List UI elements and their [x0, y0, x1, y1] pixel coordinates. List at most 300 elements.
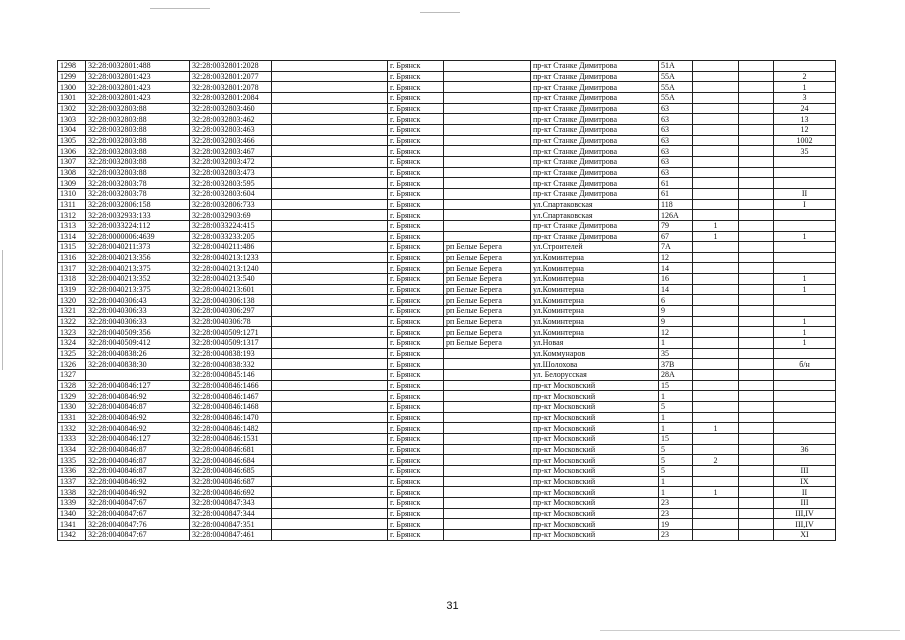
blank-cell-cell [272, 210, 388, 221]
city-cell: г. Брянск [388, 529, 444, 540]
city-cell: г. Брянск [388, 295, 444, 306]
blank-cell-cell [272, 316, 388, 327]
blank-cell-cell [272, 412, 388, 423]
building-number-cell [693, 135, 739, 146]
blank-cell-cell [272, 508, 388, 519]
house-number-cell: 61 [659, 188, 693, 199]
settlement-cell: рп Белые Берега [444, 252, 531, 263]
house-number-cell: 35 [659, 348, 693, 359]
table-row [58, 252, 836, 263]
street-cell: ул.Шолохова [531, 359, 659, 370]
table-row [58, 465, 836, 476]
table-row [58, 146, 836, 157]
extra-cell-cell [739, 92, 774, 103]
street-cell: пр-кт Станке Димитрова [531, 188, 659, 199]
street-cell: ул.Строителей [531, 242, 659, 253]
house-number-cell: 55А [659, 82, 693, 93]
blank-cell-cell [272, 327, 388, 338]
apartment-number-cell: 12 [774, 124, 836, 135]
street-cell: пр-кт Московский [531, 433, 659, 444]
apartment-number-cell [774, 61, 836, 72]
building-number-cell [693, 497, 739, 508]
blank-cell-cell [272, 380, 388, 391]
apartment-number-cell: III [774, 465, 836, 476]
apartment-number-cell [774, 370, 836, 381]
blank-cell-cell [272, 487, 388, 498]
house-number-cell: 12 [659, 327, 693, 338]
row-number-cell: 1338 [58, 487, 86, 498]
object-cadastral-number-cell: 32:28:0040847:343 [190, 497, 272, 508]
city-cell: г. Брянск [388, 497, 444, 508]
extra-cell-cell [739, 103, 774, 114]
table-row [58, 103, 836, 114]
apartment-number-cell: I [774, 199, 836, 210]
parcel-cadastral-number-cell: 32:28:0040846:87 [86, 455, 190, 466]
blank-cell-cell [272, 306, 388, 317]
house-number-cell: 1 [659, 423, 693, 434]
city-cell: г. Брянск [388, 103, 444, 114]
object-cadastral-number-cell: 32:28:0032803:595 [190, 178, 272, 189]
house-number-cell: 14 [659, 284, 693, 295]
parcel-cadastral-number-cell: 32:28:0040846:87 [86, 444, 190, 455]
table-row [58, 402, 836, 413]
building-number-cell [693, 359, 739, 370]
apartment-number-cell: XI [774, 529, 836, 540]
street-cell: пр-кт Станке Димитрова [531, 178, 659, 189]
blank-cell-cell [272, 156, 388, 167]
parcel-cadastral-number-cell: 32:28:0040846:92 [86, 391, 190, 402]
row-number-cell: 1298 [58, 61, 86, 72]
table-row [58, 348, 836, 359]
house-number-cell: 23 [659, 529, 693, 540]
object-cadastral-number-cell: 32:28:0040846:681 [190, 444, 272, 455]
city-cell: г. Брянск [388, 423, 444, 434]
extra-cell-cell [739, 348, 774, 359]
city-cell: г. Брянск [388, 476, 444, 487]
apartment-number-cell: 1 [774, 327, 836, 338]
apartment-number-cell: 1 [774, 231, 836, 242]
city-cell: г. Брянск [388, 433, 444, 444]
city-cell: г. Брянск [388, 348, 444, 359]
street-cell: пр-кт Станке Димитрова [531, 92, 659, 103]
apartment-number-cell [774, 210, 836, 221]
table-row [58, 92, 836, 103]
row-number-cell: 1315 [58, 242, 86, 253]
settlement-cell [444, 465, 531, 476]
city-cell: г. Брянск [388, 370, 444, 381]
object-cadastral-number-cell: 32:28:0040846:1466 [190, 380, 272, 391]
apartment-number-cell: IX [774, 476, 836, 487]
settlement-cell [444, 178, 531, 189]
table-row [58, 220, 836, 231]
object-cadastral-number-cell: 32:28:0040213:1240 [190, 263, 272, 274]
street-cell: ул.Коминтерна [531, 263, 659, 274]
house-number-cell: 67 [659, 231, 693, 242]
row-number-cell: 1323 [58, 327, 86, 338]
object-cadastral-number-cell: 32:28:0040846:1468 [190, 402, 272, 413]
object-cadastral-number-cell: 32:28:0040509:1271 [190, 327, 272, 338]
house-number-cell: 63 [659, 103, 693, 114]
object-cadastral-number-cell: 32:28:0040847:461 [190, 529, 272, 540]
parcel-cadastral-number-cell: 32:28:0040846:92 [86, 412, 190, 423]
parcel-cadastral-number-cell: 32:28:0040847:67 [86, 529, 190, 540]
extra-cell-cell [739, 476, 774, 487]
row-number-cell: 1324 [58, 338, 86, 349]
parcel-cadastral-number-cell: 32:28:0000006:4639 [86, 231, 190, 242]
building-number-cell: 1 [693, 231, 739, 242]
street-cell: пр-кт Станке Димитрова [531, 156, 659, 167]
object-cadastral-number-cell: 32:28:0040213:601 [190, 284, 272, 295]
row-number-cell: 1336 [58, 465, 86, 476]
settlement-cell [444, 433, 531, 444]
table-row [58, 412, 836, 423]
blank-cell-cell [272, 114, 388, 125]
city-cell: г. Брянск [388, 338, 444, 349]
blank-cell-cell [272, 497, 388, 508]
extra-cell-cell [739, 146, 774, 157]
settlement-cell [444, 167, 531, 178]
extra-cell-cell [739, 487, 774, 498]
settlement-cell: рп Белые Берега [444, 306, 531, 317]
settlement-cell: рп Белые Берега [444, 338, 531, 349]
table-row [58, 306, 836, 317]
parcel-cadastral-number-cell: 32:28:0040213:375 [86, 284, 190, 295]
blank-cell-cell [272, 529, 388, 540]
settlement-cell [444, 92, 531, 103]
table-row [58, 242, 836, 253]
row-number-cell: 1299 [58, 71, 86, 82]
extra-cell-cell [739, 359, 774, 370]
apartment-number-cell [774, 380, 836, 391]
apartment-number-cell [774, 295, 836, 306]
blank-cell-cell [272, 146, 388, 157]
building-number-cell [693, 519, 739, 530]
street-cell: пр-кт Станке Димитрова [531, 61, 659, 72]
city-cell: г. Брянск [388, 391, 444, 402]
object-cadastral-number-cell: 32:28:0040838:193 [190, 348, 272, 359]
street-cell: ул.Коминтерна [531, 316, 659, 327]
parcel-cadastral-number-cell: 32:28:0040846:127 [86, 380, 190, 391]
extra-cell-cell [739, 433, 774, 444]
table-row [58, 61, 836, 72]
city-cell: г. Брянск [388, 380, 444, 391]
building-number-cell [693, 412, 739, 423]
house-number-cell: 28А [659, 370, 693, 381]
building-number-cell [693, 124, 739, 135]
row-number-cell: 1329 [58, 391, 86, 402]
object-cadastral-number-cell: 32:28:0032801:2084 [190, 92, 272, 103]
city-cell: г. Брянск [388, 61, 444, 72]
blank-cell-cell [272, 199, 388, 210]
row-number-cell: 1326 [58, 359, 86, 370]
parcel-cadastral-number-cell: 32:28:0040838:30 [86, 359, 190, 370]
table-row [58, 156, 836, 167]
table-row [58, 338, 836, 349]
blank-cell-cell [272, 82, 388, 93]
settlement-cell [444, 391, 531, 402]
house-number-cell: 15 [659, 433, 693, 444]
parcel-cadastral-number-cell: 32:28:0040306:33 [86, 306, 190, 317]
apartment-number-cell [774, 402, 836, 413]
street-cell: ул.Коммунаров [531, 348, 659, 359]
house-number-cell: 14 [659, 263, 693, 274]
row-number-cell: 1312 [58, 210, 86, 221]
building-number-cell: 2 [693, 455, 739, 466]
object-cadastral-number-cell: 32:28:0040306:138 [190, 295, 272, 306]
object-cadastral-number-cell: 32:28:0040847:344 [190, 508, 272, 519]
extra-cell-cell [739, 274, 774, 285]
object-cadastral-number-cell: 32:28:0040847:351 [190, 519, 272, 530]
blank-cell-cell [272, 370, 388, 381]
row-number-cell: 1335 [58, 455, 86, 466]
object-cadastral-number-cell: 32:28:0040846:692 [190, 487, 272, 498]
table-row [58, 135, 836, 146]
street-cell: пр-кт Московский [531, 529, 659, 540]
parcel-cadastral-number-cell: 32:28:0032803:88 [86, 124, 190, 135]
building-number-cell [693, 508, 739, 519]
street-cell: пр-кт Московский [531, 380, 659, 391]
table-row [58, 71, 836, 82]
apartment-number-cell [774, 348, 836, 359]
settlement-cell: рп Белые Берега [444, 295, 531, 306]
house-number-cell: 63 [659, 167, 693, 178]
table-row [58, 476, 836, 487]
city-cell: г. Брянск [388, 220, 444, 231]
table-row [58, 391, 836, 402]
blank-cell-cell [272, 274, 388, 285]
parcel-cadastral-number-cell: 32:28:0040847:76 [86, 519, 190, 530]
extra-cell-cell [739, 316, 774, 327]
extra-cell-cell [739, 338, 774, 349]
row-number-cell: 1305 [58, 135, 86, 146]
city-cell: г. Брянск [388, 306, 444, 317]
building-number-cell [693, 92, 739, 103]
row-number-cell: 1313 [58, 220, 86, 231]
table-row [58, 359, 836, 370]
street-cell: пр-кт Московский [531, 497, 659, 508]
row-number-cell: 1308 [58, 167, 86, 178]
building-number-cell [693, 156, 739, 167]
parcel-cadastral-number-cell: 32:28:0033224:112 [86, 220, 190, 231]
city-cell: г. Брянск [388, 487, 444, 498]
building-number-cell [693, 178, 739, 189]
table-row [58, 178, 836, 189]
city-cell: г. Брянск [388, 242, 444, 253]
table-row [58, 284, 836, 295]
blank-cell-cell [272, 519, 388, 530]
building-number-cell [693, 274, 739, 285]
building-number-cell [693, 263, 739, 274]
settlement-cell [444, 497, 531, 508]
street-cell: пр-кт Московский [531, 412, 659, 423]
house-number-cell: 12 [659, 252, 693, 263]
house-number-cell: 55А [659, 71, 693, 82]
apartment-number-cell: 1 [774, 316, 836, 327]
object-cadastral-number-cell: 32:28:0040846:1531 [190, 433, 272, 444]
extra-cell-cell [739, 402, 774, 413]
parcel-cadastral-number-cell: 32:28:0040509:412 [86, 338, 190, 349]
street-cell: ул.Коминтерна [531, 252, 659, 263]
row-number-cell: 1320 [58, 295, 86, 306]
parcel-cadastral-number-cell: 32:28:0032803:88 [86, 167, 190, 178]
row-number-cell: 1318 [58, 274, 86, 285]
street-cell: пр-кт Московский [531, 465, 659, 476]
house-number-cell: 6 [659, 295, 693, 306]
object-cadastral-number-cell: 32:28:0040846:684 [190, 455, 272, 466]
house-number-cell: 19 [659, 519, 693, 530]
extra-cell-cell [739, 71, 774, 82]
table-row [58, 455, 836, 466]
street-cell: пр-кт Московский [531, 391, 659, 402]
settlement-cell [444, 508, 531, 519]
apartment-number-cell: 1 [774, 284, 836, 295]
blank-cell-cell [272, 231, 388, 242]
object-cadastral-number-cell: 32:28:0040306:297 [190, 306, 272, 317]
apartment-number-cell: II [774, 487, 836, 498]
settlement-cell: рп Белые Берега [444, 242, 531, 253]
settlement-cell [444, 220, 531, 231]
parcel-cadastral-number-cell: 32:28:0032801:488 [86, 61, 190, 72]
building-number-cell [693, 338, 739, 349]
street-cell: пр-кт Московский [531, 487, 659, 498]
table-row [58, 444, 836, 455]
parcel-cadastral-number-cell: 32:28:0032801:423 [86, 71, 190, 82]
city-cell: г. Брянск [388, 274, 444, 285]
house-number-cell: 23 [659, 497, 693, 508]
building-number-cell [693, 61, 739, 72]
page-number: 31 [446, 600, 459, 612]
city-cell: г. Брянск [388, 402, 444, 413]
settlement-cell [444, 529, 531, 540]
apartment-number-cell [774, 178, 836, 189]
blank-cell-cell [272, 465, 388, 476]
extra-cell-cell [739, 231, 774, 242]
apartment-number-cell [774, 423, 836, 434]
extra-cell-cell [739, 199, 774, 210]
extra-cell-cell [739, 465, 774, 476]
row-number-cell: 1334 [58, 444, 86, 455]
building-number-cell [693, 465, 739, 476]
parcel-cadastral-number-cell: 32:28:0040846:92 [86, 423, 190, 434]
apartment-number-cell [774, 412, 836, 423]
street-cell: пр-кт Станке Димитрова [531, 146, 659, 157]
table-row [58, 124, 836, 135]
street-cell: пр-кт Московский [531, 444, 659, 455]
building-number-cell: 1 [693, 220, 739, 231]
apartment-number-cell: III,IV [774, 508, 836, 519]
parcel-cadastral-number-cell: 32:28:0032803:78 [86, 188, 190, 199]
object-cadastral-number-cell: 32:28:0040213:1233 [190, 252, 272, 263]
building-number-cell [693, 146, 739, 157]
blank-cell-cell [272, 455, 388, 466]
blank-cell-cell [272, 252, 388, 263]
building-number-cell [693, 199, 739, 210]
house-number-cell: 37В [659, 359, 693, 370]
settlement-cell [444, 199, 531, 210]
street-cell: пр-кт Московский [531, 402, 659, 413]
extra-cell-cell [739, 519, 774, 530]
city-cell: г. Брянск [388, 135, 444, 146]
apartment-number-cell [774, 156, 836, 167]
blank-cell-cell [272, 188, 388, 199]
city-cell: г. Брянск [388, 412, 444, 423]
table-row [58, 82, 836, 93]
parcel-cadastral-number-cell: 32:28:0040838:26 [86, 348, 190, 359]
house-number-cell: 126А [659, 210, 693, 221]
row-number-cell: 1307 [58, 156, 86, 167]
settlement-cell [444, 114, 531, 125]
row-number-cell: 1332 [58, 423, 86, 434]
row-number-cell: 1316 [58, 252, 86, 263]
row-number-cell: 1337 [58, 476, 86, 487]
object-cadastral-number-cell: 32:28:0032803:462 [190, 114, 272, 125]
house-number-cell: 61 [659, 178, 693, 189]
city-cell: г. Брянск [388, 455, 444, 466]
apartment-number-cell: б/н [774, 359, 836, 370]
settlement-cell: рп Белые Берега [444, 263, 531, 274]
city-cell: г. Брянск [388, 156, 444, 167]
building-number-cell: 1 [693, 423, 739, 434]
apartment-number-cell [774, 252, 836, 263]
city-cell: г. Брянск [388, 465, 444, 476]
blank-cell-cell [272, 476, 388, 487]
apartment-number-cell [774, 455, 836, 466]
city-cell: г. Брянск [388, 92, 444, 103]
building-number-cell [693, 370, 739, 381]
settlement-cell: рп Белые Берега [444, 327, 531, 338]
row-number-cell: 1301 [58, 92, 86, 103]
blank-cell-cell [272, 444, 388, 455]
street-cell: ул.Спартаковская [531, 199, 659, 210]
house-number-cell: 5 [659, 402, 693, 413]
object-cadastral-number-cell: 32:28:0040845:146 [190, 370, 272, 381]
row-number-cell: 1341 [58, 519, 86, 530]
house-number-cell: 9 [659, 316, 693, 327]
object-cadastral-number-cell: 32:28:0032801:2078 [190, 82, 272, 93]
object-cadastral-number-cell: 32:28:0032801:2077 [190, 71, 272, 82]
street-cell: пр-кт Станке Димитрова [531, 167, 659, 178]
parcel-cadastral-number-cell: 32:28:0040847:67 [86, 497, 190, 508]
house-number-cell: 1 [659, 412, 693, 423]
row-number-cell: 1339 [58, 497, 86, 508]
row-number-cell: 1302 [58, 103, 86, 114]
apartment-number-cell [774, 433, 836, 444]
settlement-cell [444, 124, 531, 135]
extra-cell-cell [739, 508, 774, 519]
city-cell: г. Брянск [388, 252, 444, 263]
object-cadastral-number-cell: 32:28:0032803:466 [190, 135, 272, 146]
table-row [58, 423, 836, 434]
house-number-cell: 23 [659, 508, 693, 519]
building-number-cell [693, 284, 739, 295]
city-cell: г. Брянск [388, 359, 444, 370]
apartment-number-cell [774, 220, 836, 231]
settlement-cell [444, 487, 531, 498]
city-cell: г. Брянск [388, 114, 444, 125]
apartment-number-cell: III [774, 497, 836, 508]
street-cell: ул.Спартаковская [531, 210, 659, 221]
parcel-cadastral-number-cell: 32:28:0040846:92 [86, 476, 190, 487]
extra-cell-cell [739, 61, 774, 72]
row-number-cell: 1340 [58, 508, 86, 519]
table-row [58, 231, 836, 242]
blank-cell-cell [272, 242, 388, 253]
parcel-cadastral-number-cell: 32:28:0040846:87 [86, 402, 190, 413]
extra-cell-cell [739, 306, 774, 317]
settlement-cell [444, 402, 531, 413]
parcel-cadastral-number-cell: 32:28:0032803:88 [86, 146, 190, 157]
blank-cell-cell [272, 103, 388, 114]
